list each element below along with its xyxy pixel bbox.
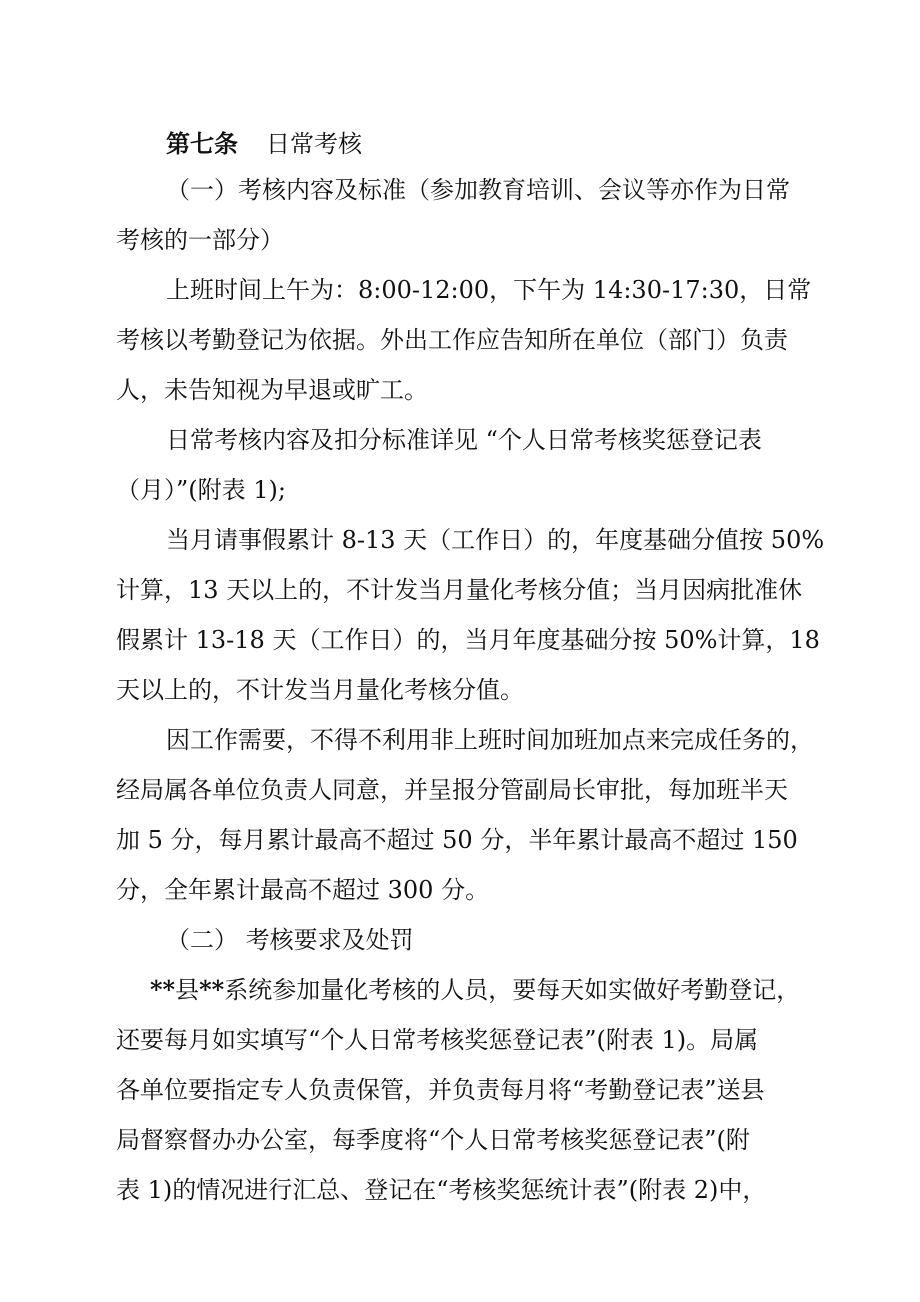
paragraph-line: 考核的一部分） — [116, 226, 284, 254]
paragraph-line: （月）”(附表 1); — [116, 476, 286, 504]
paragraph-line: 因工作需要，不得不利用非上班时间加班加点来完成任务的， — [166, 726, 814, 754]
paragraph-line: 假累计 13-18 天（工作日）的，当月年度基础分按 50%计算，18 — [116, 626, 820, 654]
paragraph-line: 日常考核内容及扣分标准详见 “个人日常考核奖惩登记表 — [166, 426, 762, 454]
placeholder-county: 县 — [175, 976, 200, 1004]
placeholder-stars: ** — [150, 975, 176, 1004]
paragraph-text: 系统参加量化考核的人员，要每天如实做好考勤登记， — [224, 976, 801, 1004]
paragraph-line: 计算，13 天以上的，不计发当月量化考核分值；当月因病批准休 — [116, 576, 803, 604]
section-heading: （二） 考核要求及处罚 — [166, 926, 414, 954]
paragraph-line: 上班时间上午为：8:00-12:00，下午为 14:30-17:30，日常 — [166, 276, 812, 304]
paragraph-line: 分，全年累计最高不超过 300 分。 — [116, 876, 490, 904]
paragraph-line: （一）考核内容及标准（参加教育培训、会议等亦作为日常 — [166, 176, 790, 204]
placeholder-stars: ** — [199, 975, 225, 1004]
paragraph-line: 考核以考勤登记为依据。外出工作应告知所在单位（部门）负责 — [116, 326, 788, 354]
paragraph-line: 各单位要指定专人负责保管，并负责每月将“考勤登记表”送县 — [116, 1076, 765, 1104]
paragraph-line: 天以上的，不计发当月量化考核分值。 — [116, 676, 524, 704]
paragraph-line: 加 5 分，每月累计最高不超过 50 分，半年累计最高不超过 150 — [116, 826, 798, 854]
paragraph-line: 当月请事假累计 8-13 天（工作日）的，年度基础分值按 50% — [166, 526, 825, 554]
paragraph-line: 还要每月如实填写“个人日常考核奖惩登记表”(附表 1)。局属 — [116, 1026, 759, 1054]
article-title: 日常考核 — [266, 130, 362, 158]
paragraph-line: 经局属各单位负责人同意，并呈报分管副局长审批，每加班半天 — [116, 776, 788, 804]
paragraph-line: 局督察督办办公室，每季度将“个人日常考核奖惩登记表”(附 — [116, 1126, 750, 1154]
article-heading — [166, 124, 362, 164]
paragraph-line: 人，未告知视为早退或旷工。 — [116, 376, 428, 404]
article-number: 第七条 — [166, 129, 238, 158]
paragraph-line — [150, 970, 800, 1010]
paragraph-line: 表 1)的情况进行汇总、登记在“考核奖惩统计表”(附表 2)中， — [116, 1176, 767, 1204]
